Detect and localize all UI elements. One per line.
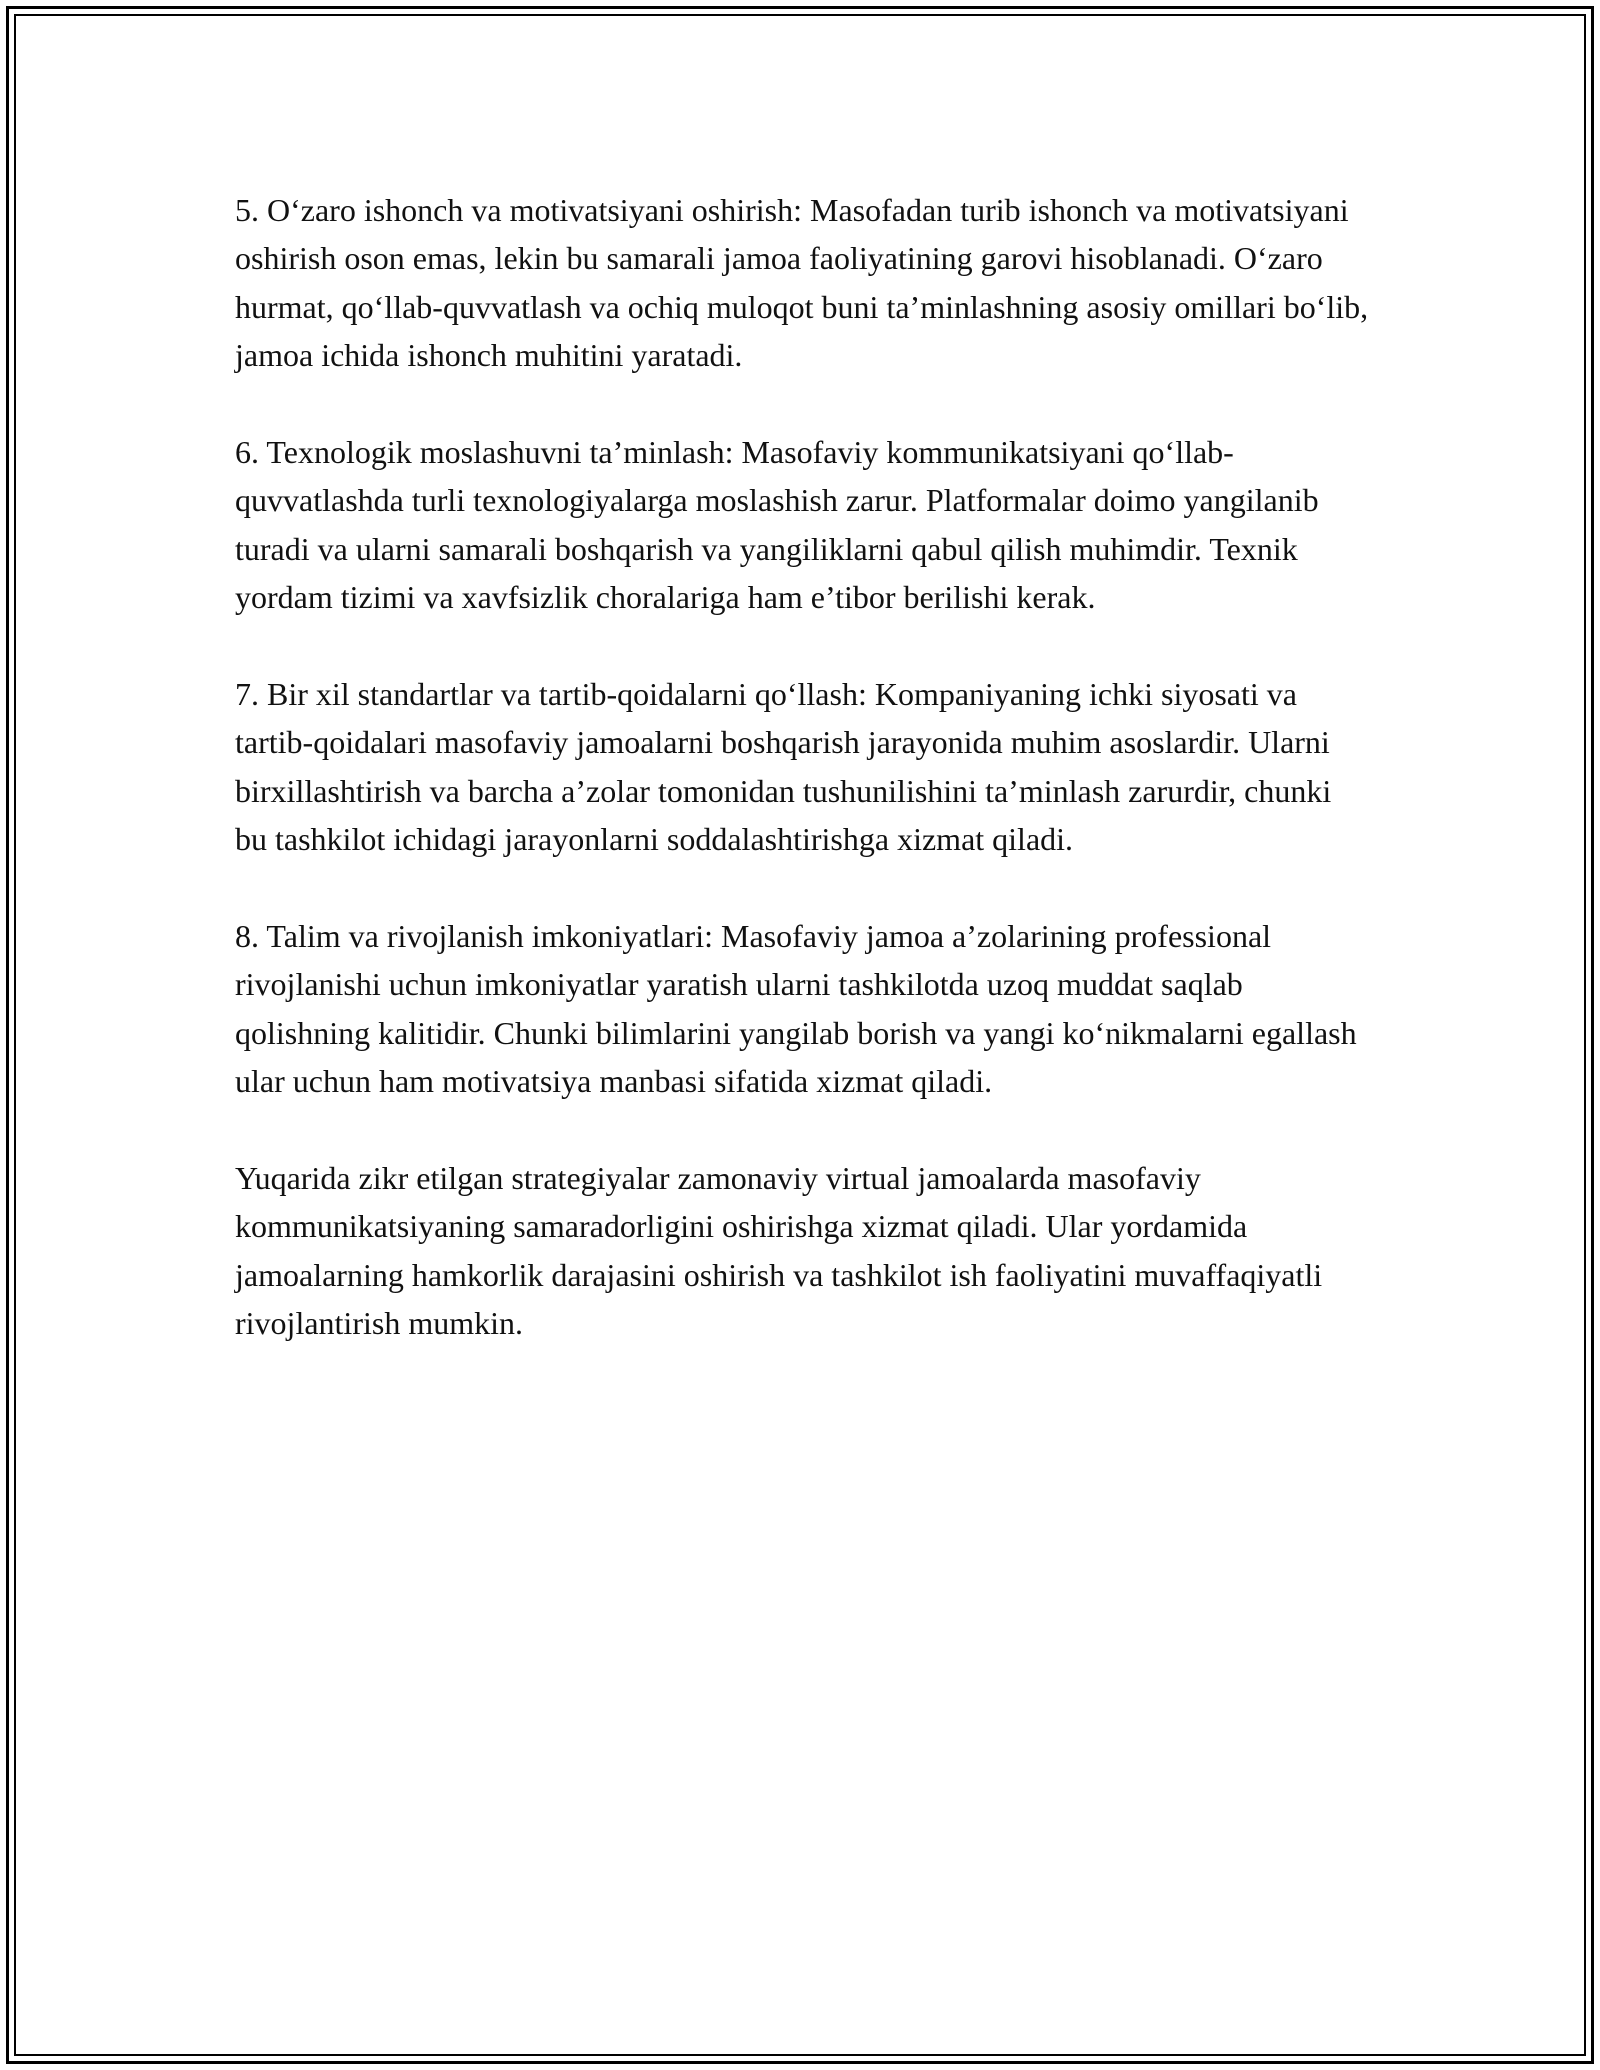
paragraph-standards-rules: 7. Bir xil standartlar va tartib-qoidalarni qo‘llash: Kompaniyaning ichki siyosati va tartib-qoidalari masofaviy jamoalarni boshqarish jarayonida muhim asoslardir. Ularni birxillashtirish va barcha a’zolar tomonidan tushunilishini ta’minlash zarurdir, chunki bu tashkilot ichidagi jarayonlarni soddalashtirishga xizmat qiladi.: [235, 676, 1332, 858]
document-body: [235, 186, 1370, 1348]
paragraph-trust-motivation: 5. O‘zaro ishonch va motivatsiyani oshirish: Masofadan turib ishonch va motivatsiyani oshirish oson emas, lekin bu samarali jamoa faoliyatining garovi hisoblanadi. O‘zaro hurmat, qo‘llab-quvvatlash va ochiq muloqot buni ta’minlashning asosiy omillari bo‘lib, jamoa ichida ishonch muhitini yaratadi.: [235, 192, 1369, 374]
paragraph-technology-adaptation: 6. Texnologik moslashuvni ta’minlash: Masofaviy kommunikatsiyani qo‘llab-quvvatlashda turli texnologiyalarga moslashish zarur. Platformalar doimo yangilanib turadi va ularni samarali boshqarish va yangiliklarni qabul qilish muhimdir. Texnik yordam tizimi va xavfsizlik choralariga ham e’tibor berilishi kerak.: [235, 434, 1319, 616]
paragraph-training-development: 8. Talim va rivojlanish imkoniyatlari: Masofaviy jamoa a’zolarining professional rivojlanishi uchun imkoniyatlar yaratish ularni tashkilotda uzoq muddat saqlab qolishning kalitidir. Chunki bilimlarini yangilab borish va yangi ko‘nikmalarni egallash ular uchun ham motivatsiya manbasi sifatida xizmat qiladi.: [235, 918, 1357, 1100]
paragraph-conclusion: Yuqarida zikr etilgan strategiyalar zamonaviy virtual jamoalarda masofaviy kommunikatsiyaning samaradorligini oshirishga xizmat qiladi. Ular yordamida jamoalarning hamkorlik darajasini oshirish va tashkilot ish faoliyatini muvaffaqiyatli rivojlantirish mumkin.: [235, 1160, 1323, 1342]
